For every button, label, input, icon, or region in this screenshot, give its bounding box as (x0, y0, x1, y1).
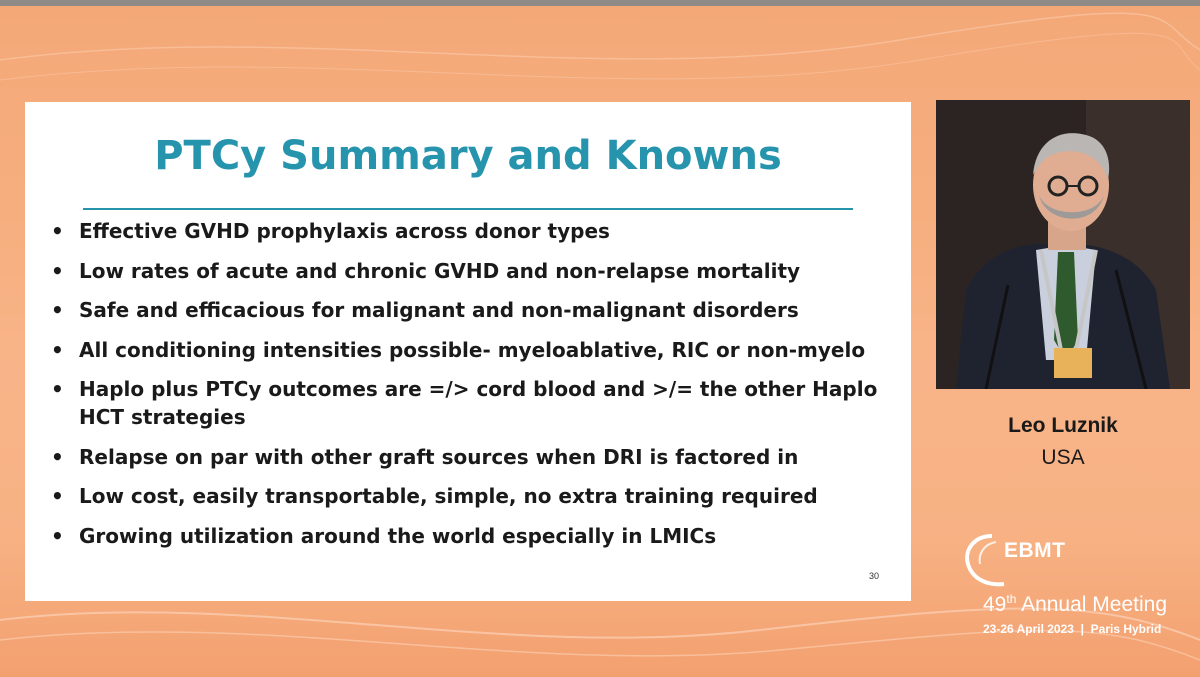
bullet-item: • Growing utilization around the world especially in LMICs (51, 522, 901, 550)
slide-title: PTCy Summary and Knowns (154, 133, 782, 179)
presentation-slide (25, 102, 911, 601)
bullet-continuation: HCT strategies (79, 405, 246, 429)
meeting-dates: 23-26 April 2023 | Paris Hybrid (983, 622, 1162, 636)
bullet-item: • Low cost, easily transportable, simple, no extra training required (51, 482, 901, 510)
slide-number: 30 (869, 571, 880, 581)
speaker-video (936, 100, 1190, 389)
bullet-item: • Relapse on par with other graft sources when DRI is factored in (51, 443, 901, 471)
bullet-item: • Safe and efficacious for malignant and non-malignant disorders (51, 296, 901, 324)
bullet-item: • Low rates of acute and chronic GVHD and non-relapse mortality (51, 257, 901, 285)
ebmt-logo-text: EBMT (1004, 539, 1066, 562)
bullet-item: • Effective GVHD prophylaxis across donor types (51, 217, 901, 245)
speaker-name: Leo Luznik (1008, 414, 1118, 437)
bullet-list (51, 217, 901, 561)
speaker-silhouette (936, 100, 1190, 389)
bullet-item: • Haplo plus PTCy outcomes are =/> cord blood and >/= the other Haplo HCT strategies (51, 375, 901, 431)
speaker-country: USA (1041, 446, 1085, 469)
title-underline (83, 208, 853, 210)
bullet-item: • All conditioning intensities possible- myeloablative, RIC or non-myelo (51, 336, 901, 364)
meeting-title: 49th Annual Meeting (983, 592, 1167, 616)
